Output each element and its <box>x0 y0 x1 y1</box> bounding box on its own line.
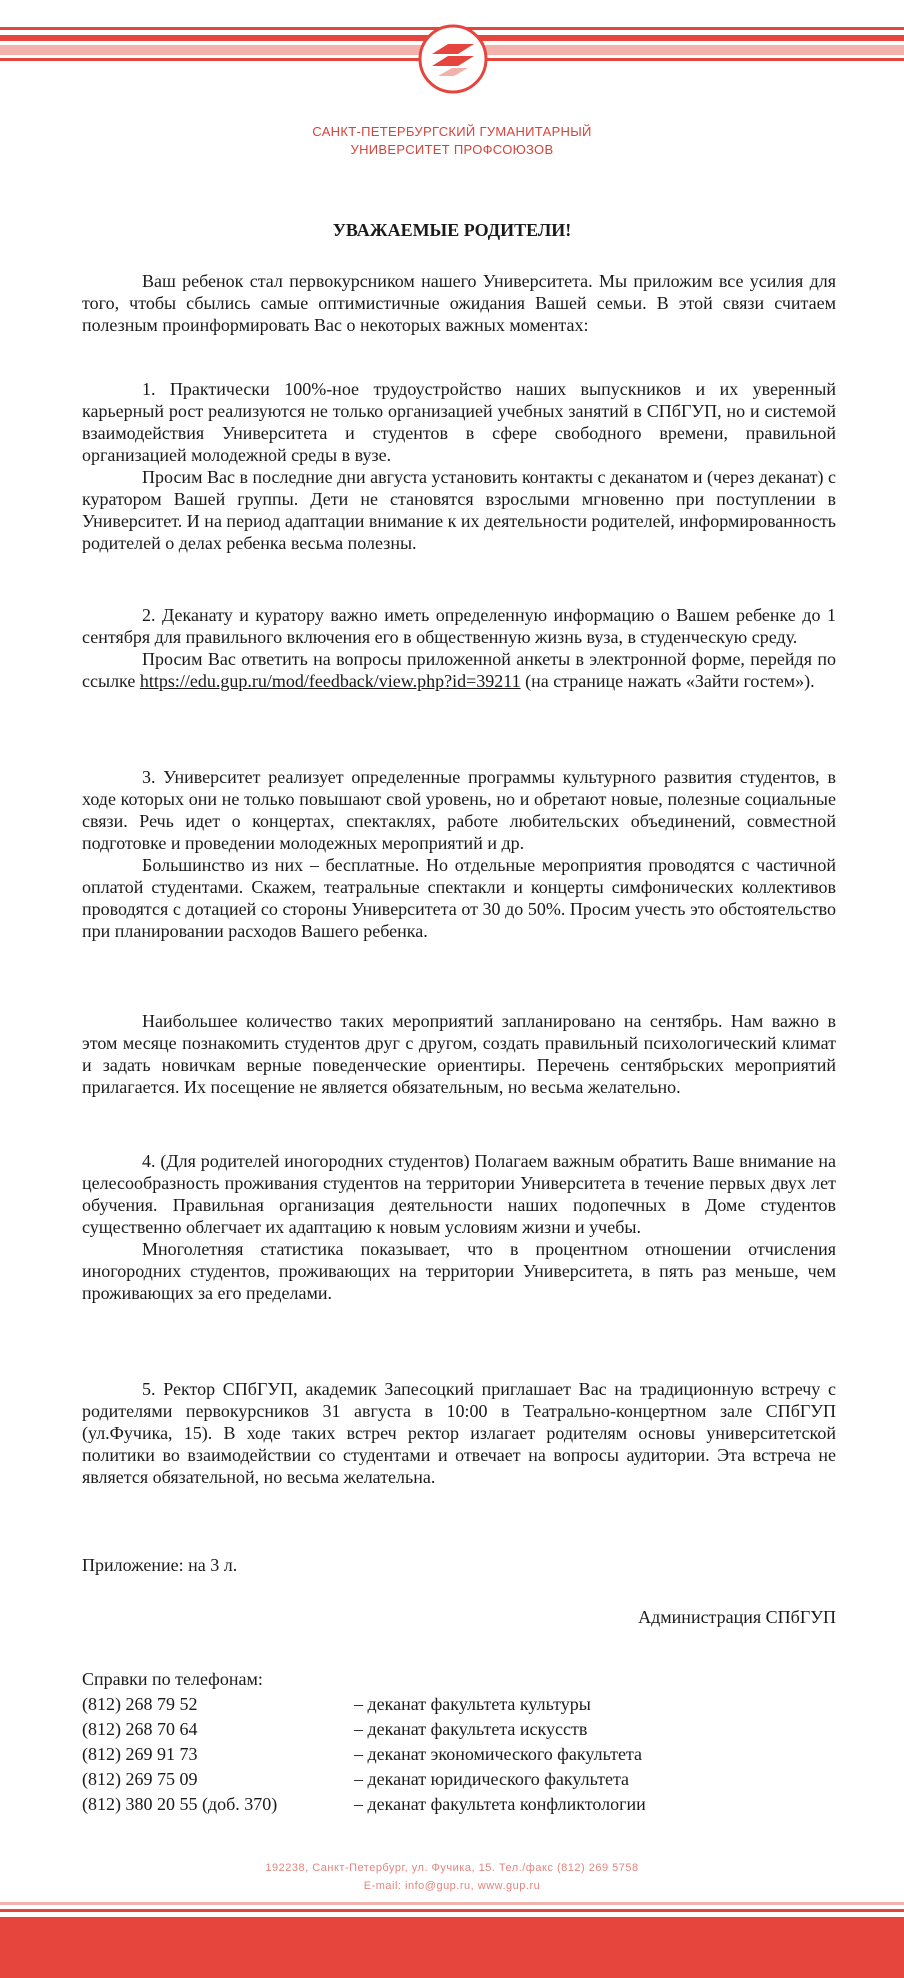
contact-description: – деканат факультета конфликтологии <box>354 1794 646 1814</box>
section-1-paragraph-2: Просим Вас в последние дни августа установить контакты с деканатом и (через деканат) с куратором Вашей группы. Дети не становятся взрослыми мгновенно при поступлении в Университет. И на период адаптации внимание к их деятельности родителей, информированность родителей о делах ребенка весьма полезны. <box>82 467 836 553</box>
section-1-paragraph-1: 1. Практически 100%-ное трудоустройство наших выпускников и их уверенный карьерный рост реализуются не только организацией учебных занятий в СПбГУП, но и системой взаимодействия Университета и студентов в сфере свободного времени, правильной организацией молодежной среды в вузе. <box>82 379 836 465</box>
contacts-list <box>82 1667 646 1817</box>
section-5 <box>82 1378 836 1488</box>
section-4 <box>82 1150 836 1304</box>
section-1 <box>82 378 836 554</box>
appendix-note: Приложение: на 3 л. <box>82 1555 238 1575</box>
section-4-paragraph-1: 4. (Для родителей иногородних студентов) Полагаем важным обратить Ваше внимание на целесообразность проживания студентов на территории Университета в течение первых двух лет обучения. Правильная организация деятельности наших подопечных в Доме студентов существенно облегчает их адаптацию к новым условиям жизни и учебы. <box>82 1151 836 1237</box>
contacts-heading: Справки по телефонам: <box>82 1669 263 1689</box>
contact-row <box>82 1717 646 1742</box>
feedback-link[interactable]: https://edu.gup.ru/mod/feedback/view.php?id=39211 <box>139 671 521 691</box>
section-2-text-before-link: Просим Вас ответить на вопросы приложенной анкеты в электронной форме, перейдя по ссылке <box>82 649 836 691</box>
section-4-paragraph-2: Многолетняя статистика показывает, что в процентном отношении отчисления иногородних студентов, проживающих на территории Университета, в пять раз меньше, чем проживающих за его пределами. <box>82 1239 836 1303</box>
contact-description: – деканат факультета искусств <box>354 1719 588 1739</box>
contact-description: – деканат экономического факультета <box>354 1744 643 1764</box>
section-2-paragraph-1: 2. Деканату и куратору важно иметь определенную информацию о Вашем ребенке до 1 сентября для правильного включения его в общественную жизнь вуза, в студенческую среду. <box>82 605 836 647</box>
footer-address: 192238, Санкт-Петербург, ул. Фучика, 15. Тел./факс (812) 269 5758 <box>265 1862 639 1874</box>
section-3-paragraph-1: 3. Университет реализует определенные программы культурного развития студентов, в ходе которых они не только повышают свой уровень, но и обретают новые, полезные социальные связи. Речь идет о концертах, спектаклях, работе любительских объединений, совместной подготовке и проведении молодежных мероприятий и др. <box>82 767 836 853</box>
section-2 <box>82 604 836 692</box>
contact-phone: (812) 269 91 73 <box>82 1744 198 1764</box>
signature: Администрация СПбГУП <box>638 1607 836 1627</box>
contact-phone: (812) 380 20 55 (доб. 370) <box>82 1794 278 1814</box>
section-2-paragraph-2 <box>82 648 836 692</box>
section-3-continued <box>82 1010 836 1098</box>
contact-phone: (812) 268 79 52 <box>82 1694 198 1714</box>
contact-description: – деканат юридического факультета <box>354 1769 630 1789</box>
section-3-paragraph-2: Большинство из них – бесплатные. Но отдельные мероприятия проводятся с частичной оплатой студентами. Скажем, театральные спектакли и концерты симфонических коллективов проводятся с дотацией со стороны Университета от 30 до 50%. Просим учесть это обстоятельство при планировании расходов Вашего ребенка. <box>82 855 836 941</box>
section-3-paragraph-3: Наибольшее количество таких мероприятий запланировано на сентябрь. Нам важно в этом месяце познакомить студентов друг с другом, создать правильный психологический климат и задать новичкам верные поведенческие ориентиры. Перечень сентябрьских мероприятий прилагается. Их посещение не является обязательным, но весьма желательно. <box>82 1011 836 1097</box>
footer-contacts: E-mail: info@gup.ru, www.gup.ru <box>363 1880 541 1892</box>
university-logo <box>418 14 488 104</box>
section-5-paragraph-1: 5. Ректор СПбГУП, академик Запесоцкий приглашает Вас на традиционную встречу с родителями первокурсников 31 августа в 10:00 в Театрально-концертном зале СПбГУП (ул.Фучика, 15). В ходе таких встреч ректор излагает родителям основы университетской политики во взаимодействии со студентами и отвечает на вопросы аудитории. Эта встреча не является обязательной, но весьма желательна. <box>82 1379 836 1487</box>
university-name-line2: УНИВЕРСИТЕТ ПРОФСОЮЗОВ <box>350 142 554 157</box>
contact-phone: (812) 269 75 09 <box>82 1769 198 1789</box>
intro-section <box>82 270 836 336</box>
university-name-line1: САНКТ-ПЕТЕРБУРГСКИЙ ГУМАНИТАРНЫЙ <box>312 124 592 139</box>
contact-row <box>82 1742 646 1767</box>
contact-row <box>82 1792 646 1817</box>
section-3 <box>82 766 836 942</box>
footer-stripes <box>0 1865 904 1978</box>
contact-row <box>82 1692 646 1717</box>
letter-title: УВАЖАЕМЫЕ РОДИТЕЛИ! <box>332 220 572 240</box>
contact-row <box>82 1767 646 1792</box>
contact-phone: (812) 268 70 64 <box>82 1719 198 1739</box>
section-2-text-after-link: (на странице нажать «Зайти гостем»). <box>520 671 815 691</box>
contact-description: – деканат факультета культуры <box>354 1694 591 1714</box>
intro-paragraph: Ваш ребенок стал первокурсником нашего Университета. Мы приложим все усилия для того, чтобы сбылись самые оптимистичные ожидания Вашей семьи. В этой связи считаем полезным проинформировать Вас о некоторых важных моментах: <box>82 271 836 335</box>
